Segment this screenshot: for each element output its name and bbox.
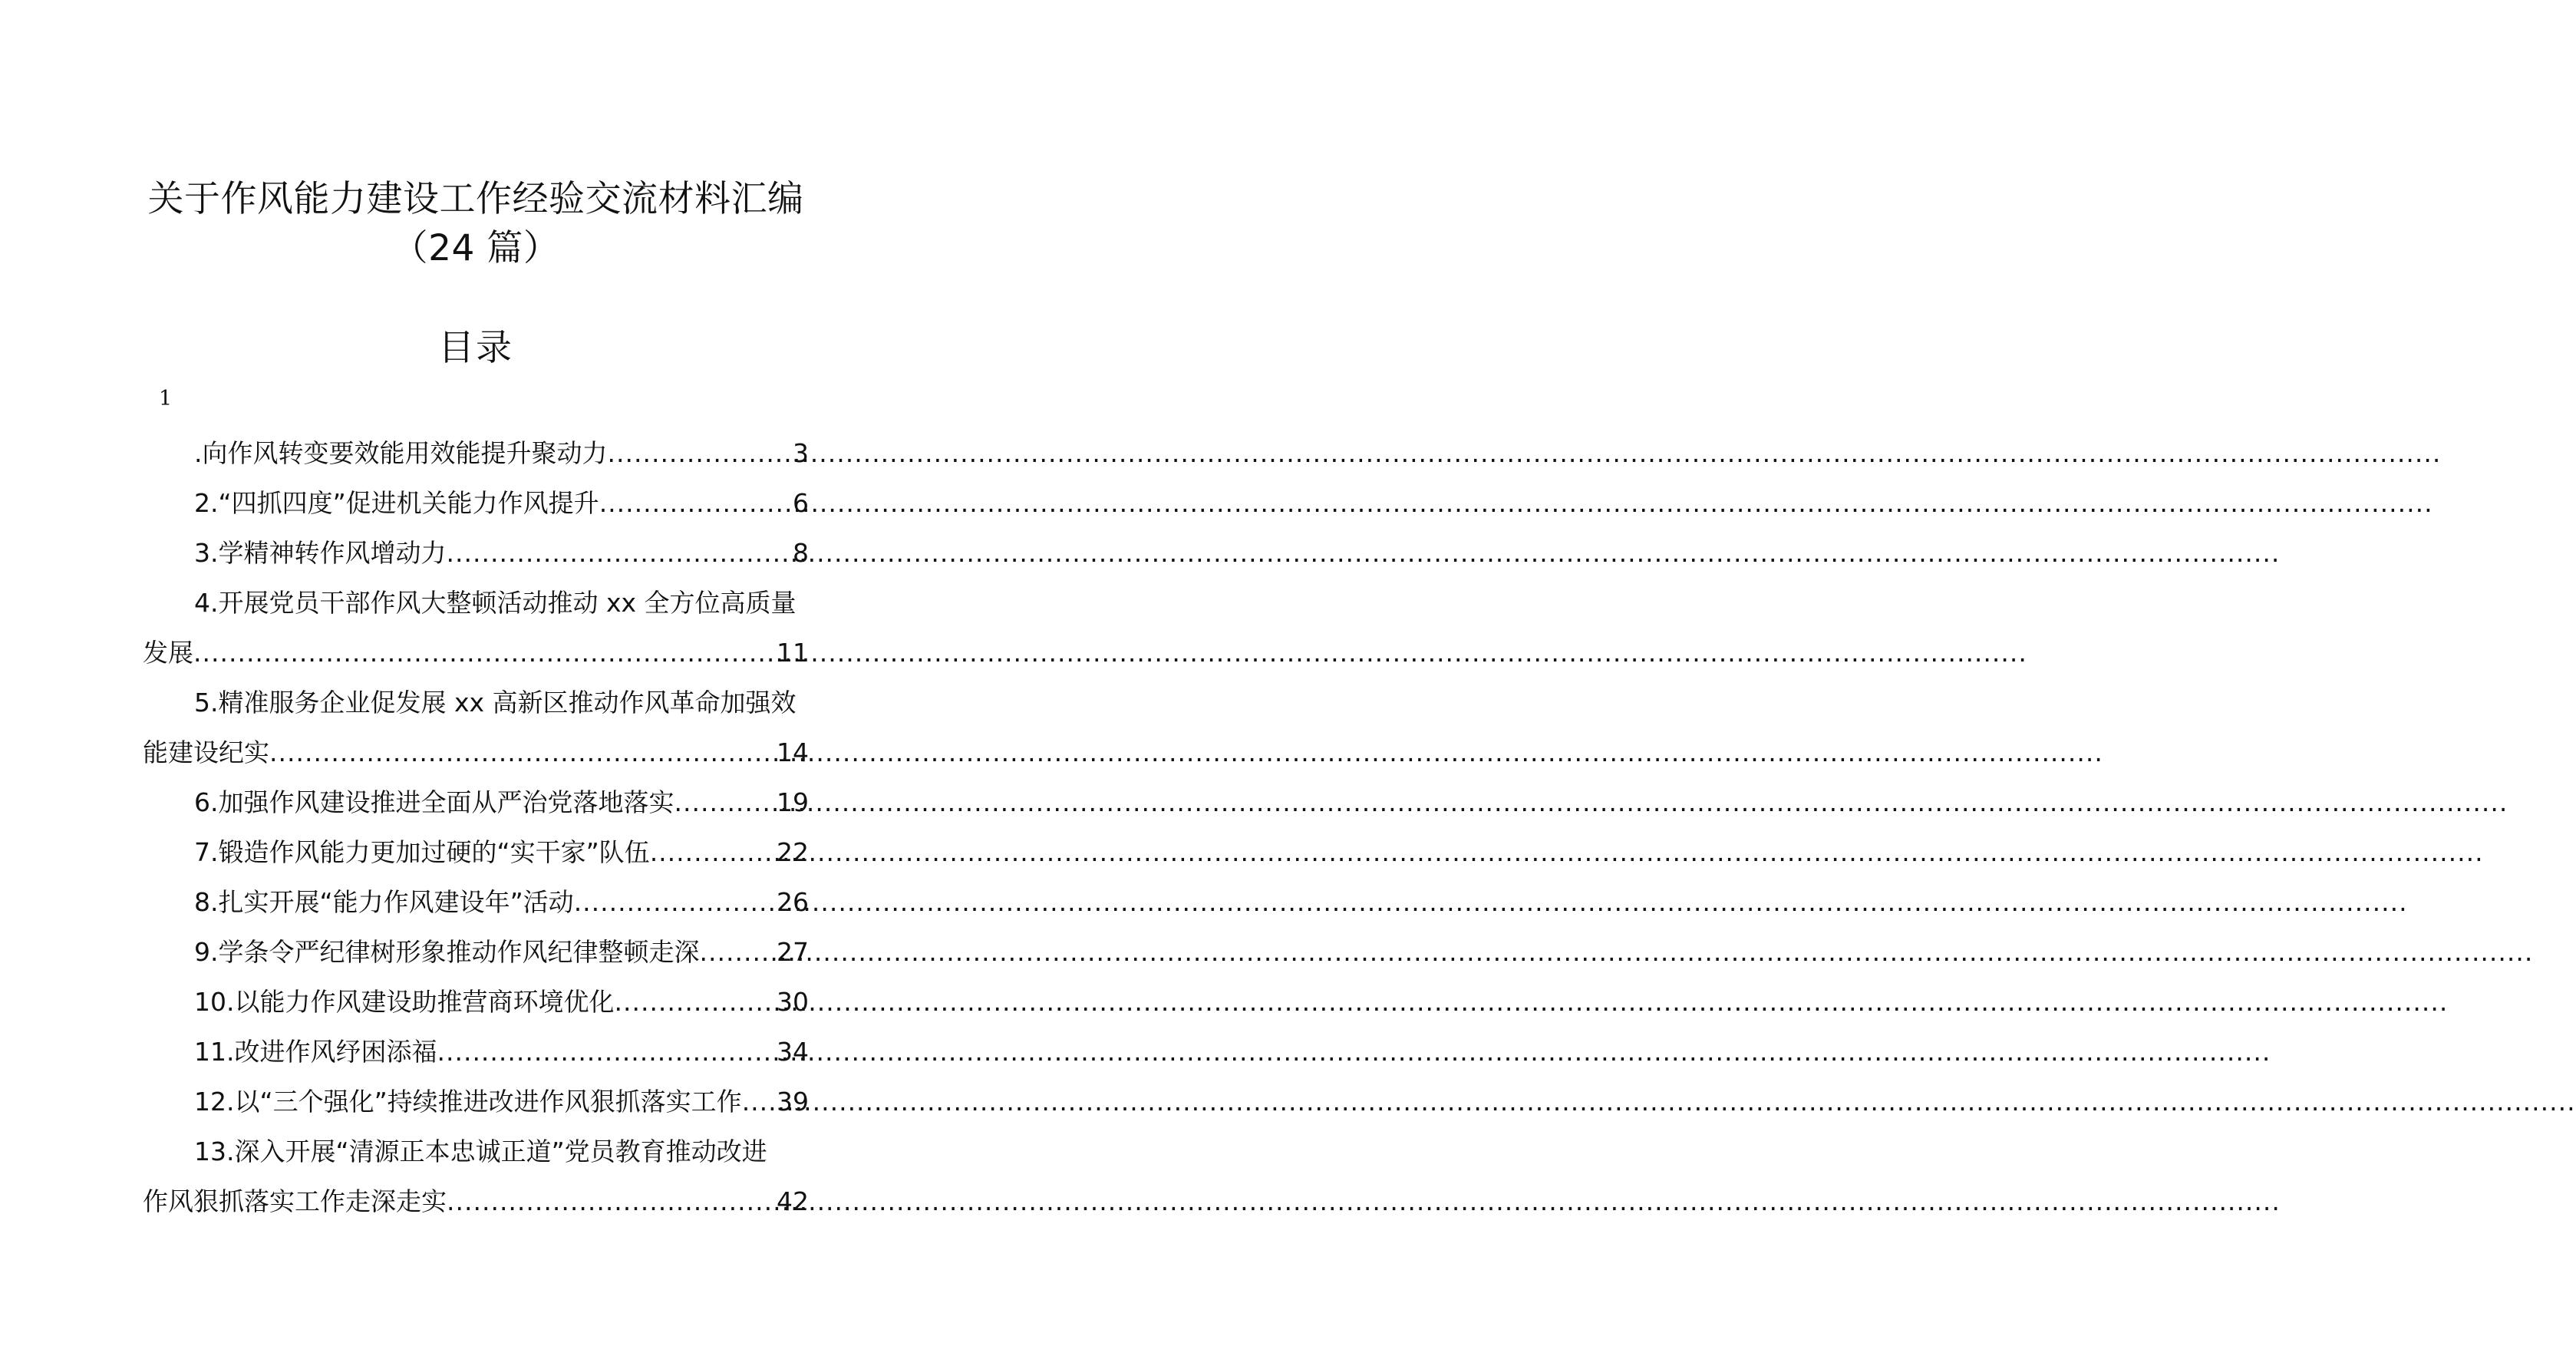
toc-entry-line (143, 1176, 809, 1226)
toc-leader-dots (574, 877, 777, 927)
toc-entry-line (143, 628, 809, 678)
toc-entry-page: 34 (777, 1037, 809, 1067)
document-subtitle: （24 篇） (391, 227, 560, 269)
toc-leader-dots (650, 827, 777, 877)
toc-entry-title: 4.开展党员干部作风大整顿活动推动 xx 全方位高质量 (194, 588, 797, 618)
toc-entry-title-continued: 作风狠抓落实工作走深走实 (143, 1186, 447, 1216)
toc-entry-line (143, 1077, 809, 1127)
toc-entry[interactable] (143, 578, 809, 678)
toc-entry[interactable] (143, 678, 809, 777)
page-number: 1 (159, 387, 173, 411)
toc-entry-page: 30 (777, 987, 809, 1017)
toc-entry-line (143, 428, 809, 478)
toc-entry-title: 5.精准服务企业促发展 xx 高新区推动作风革命加强效 (194, 688, 797, 718)
table-of-contents (143, 428, 809, 1226)
toc-entry-title: 11.改进作风纾困添福 (194, 1037, 437, 1067)
toc-leader-dots (608, 428, 793, 478)
toc-entry-page: 11 (777, 638, 809, 668)
toc-entry[interactable] (143, 877, 809, 927)
toc-entry-page: 19 (777, 787, 809, 817)
toc-entry-line (143, 678, 809, 727)
toc-entry[interactable] (143, 1077, 809, 1127)
toc-entry-title: 9.学条令严纪律树形象推动作风纪律整顿走深 (194, 937, 700, 967)
toc-entry[interactable] (143, 777, 809, 827)
toc-entry[interactable] (143, 1027, 809, 1077)
toc-entry-title: 8.扎实开展“能力作风建设年”活动 (194, 887, 574, 917)
toc-entry-page: 27 (777, 937, 809, 967)
toc-entry[interactable] (143, 428, 809, 478)
toc-entry-line (143, 927, 809, 977)
toc-entry-page: 6 (793, 488, 809, 518)
toc-entry-line (143, 1127, 809, 1176)
document-page (0, 0, 952, 1346)
toc-leader-dots (675, 777, 777, 827)
toc-leader-dots (269, 727, 777, 777)
toc-entry-title: 3.学精神转作风增动力 (194, 538, 447, 568)
toc-entry-line (143, 727, 809, 777)
toc-entry-title: 10.以能力作风建设助推营商环境优化 (194, 987, 615, 1017)
toc-leader-dots (447, 1176, 777, 1226)
toc-entry-title-continued: 发展 (143, 638, 193, 668)
toc-entry[interactable] (143, 927, 809, 977)
toc-entry-line (143, 877, 809, 927)
toc-entry-title: 13.深入开展“清源正本忠诚正道”党员教育推动改进 (194, 1137, 767, 1166)
toc-entry-title: 6.加强作风建设推进全面从严治党落地落实 (194, 787, 675, 817)
toc-entry[interactable] (143, 528, 809, 578)
document-title: 关于作风能力建设工作经验交流材料汇编 (147, 178, 804, 220)
toc-entry[interactable] (143, 827, 809, 877)
toc-entry-page: 39 (777, 1087, 809, 1117)
toc-leader-dots (193, 628, 777, 678)
toc-entry-page: 26 (777, 887, 809, 917)
toc-leader-dots (447, 528, 793, 578)
toc-leader-dots (700, 927, 777, 977)
toc-entry[interactable] (143, 1127, 809, 1226)
toc-entry-title: 2.“四抓四度”促进机关能力作风提升 (194, 488, 599, 518)
toc-entry-page: 8 (793, 538, 809, 568)
toc-entry-line (143, 777, 809, 827)
toc-entry[interactable] (143, 478, 809, 528)
toc-entry-title: 12.以“三个强化”持续推进改进作风狠抓落实工作 (194, 1087, 742, 1117)
toc-entry[interactable] (143, 977, 809, 1027)
toc-leader-dots (614, 977, 777, 1027)
toc-entry-title: .向作风转变要效能用效能提升聚动力 (194, 438, 608, 468)
toc-leader-dots (599, 478, 793, 528)
toc-entry-line (143, 827, 809, 877)
toc-entry-line (143, 578, 809, 628)
toc-entry-title-continued: 能建设纪实 (143, 737, 269, 767)
toc-entry-page: 3 (793, 438, 809, 468)
toc-entry-page: 42 (777, 1186, 809, 1216)
toc-entry-line (143, 528, 809, 578)
toc-entry-title: 7.锻造作风能力更加过硬的“实干家”队伍 (194, 837, 650, 867)
toc-leader-dots (742, 1077, 777, 1127)
toc-entry-page: 22 (777, 837, 809, 867)
toc-entry-line (143, 977, 809, 1027)
toc-entry-line (143, 478, 809, 528)
toc-entry-page: 14 (777, 737, 809, 767)
toc-heading: 目录 (438, 327, 513, 369)
toc-entry-line (143, 1027, 809, 1077)
toc-leader-dots (437, 1027, 777, 1077)
